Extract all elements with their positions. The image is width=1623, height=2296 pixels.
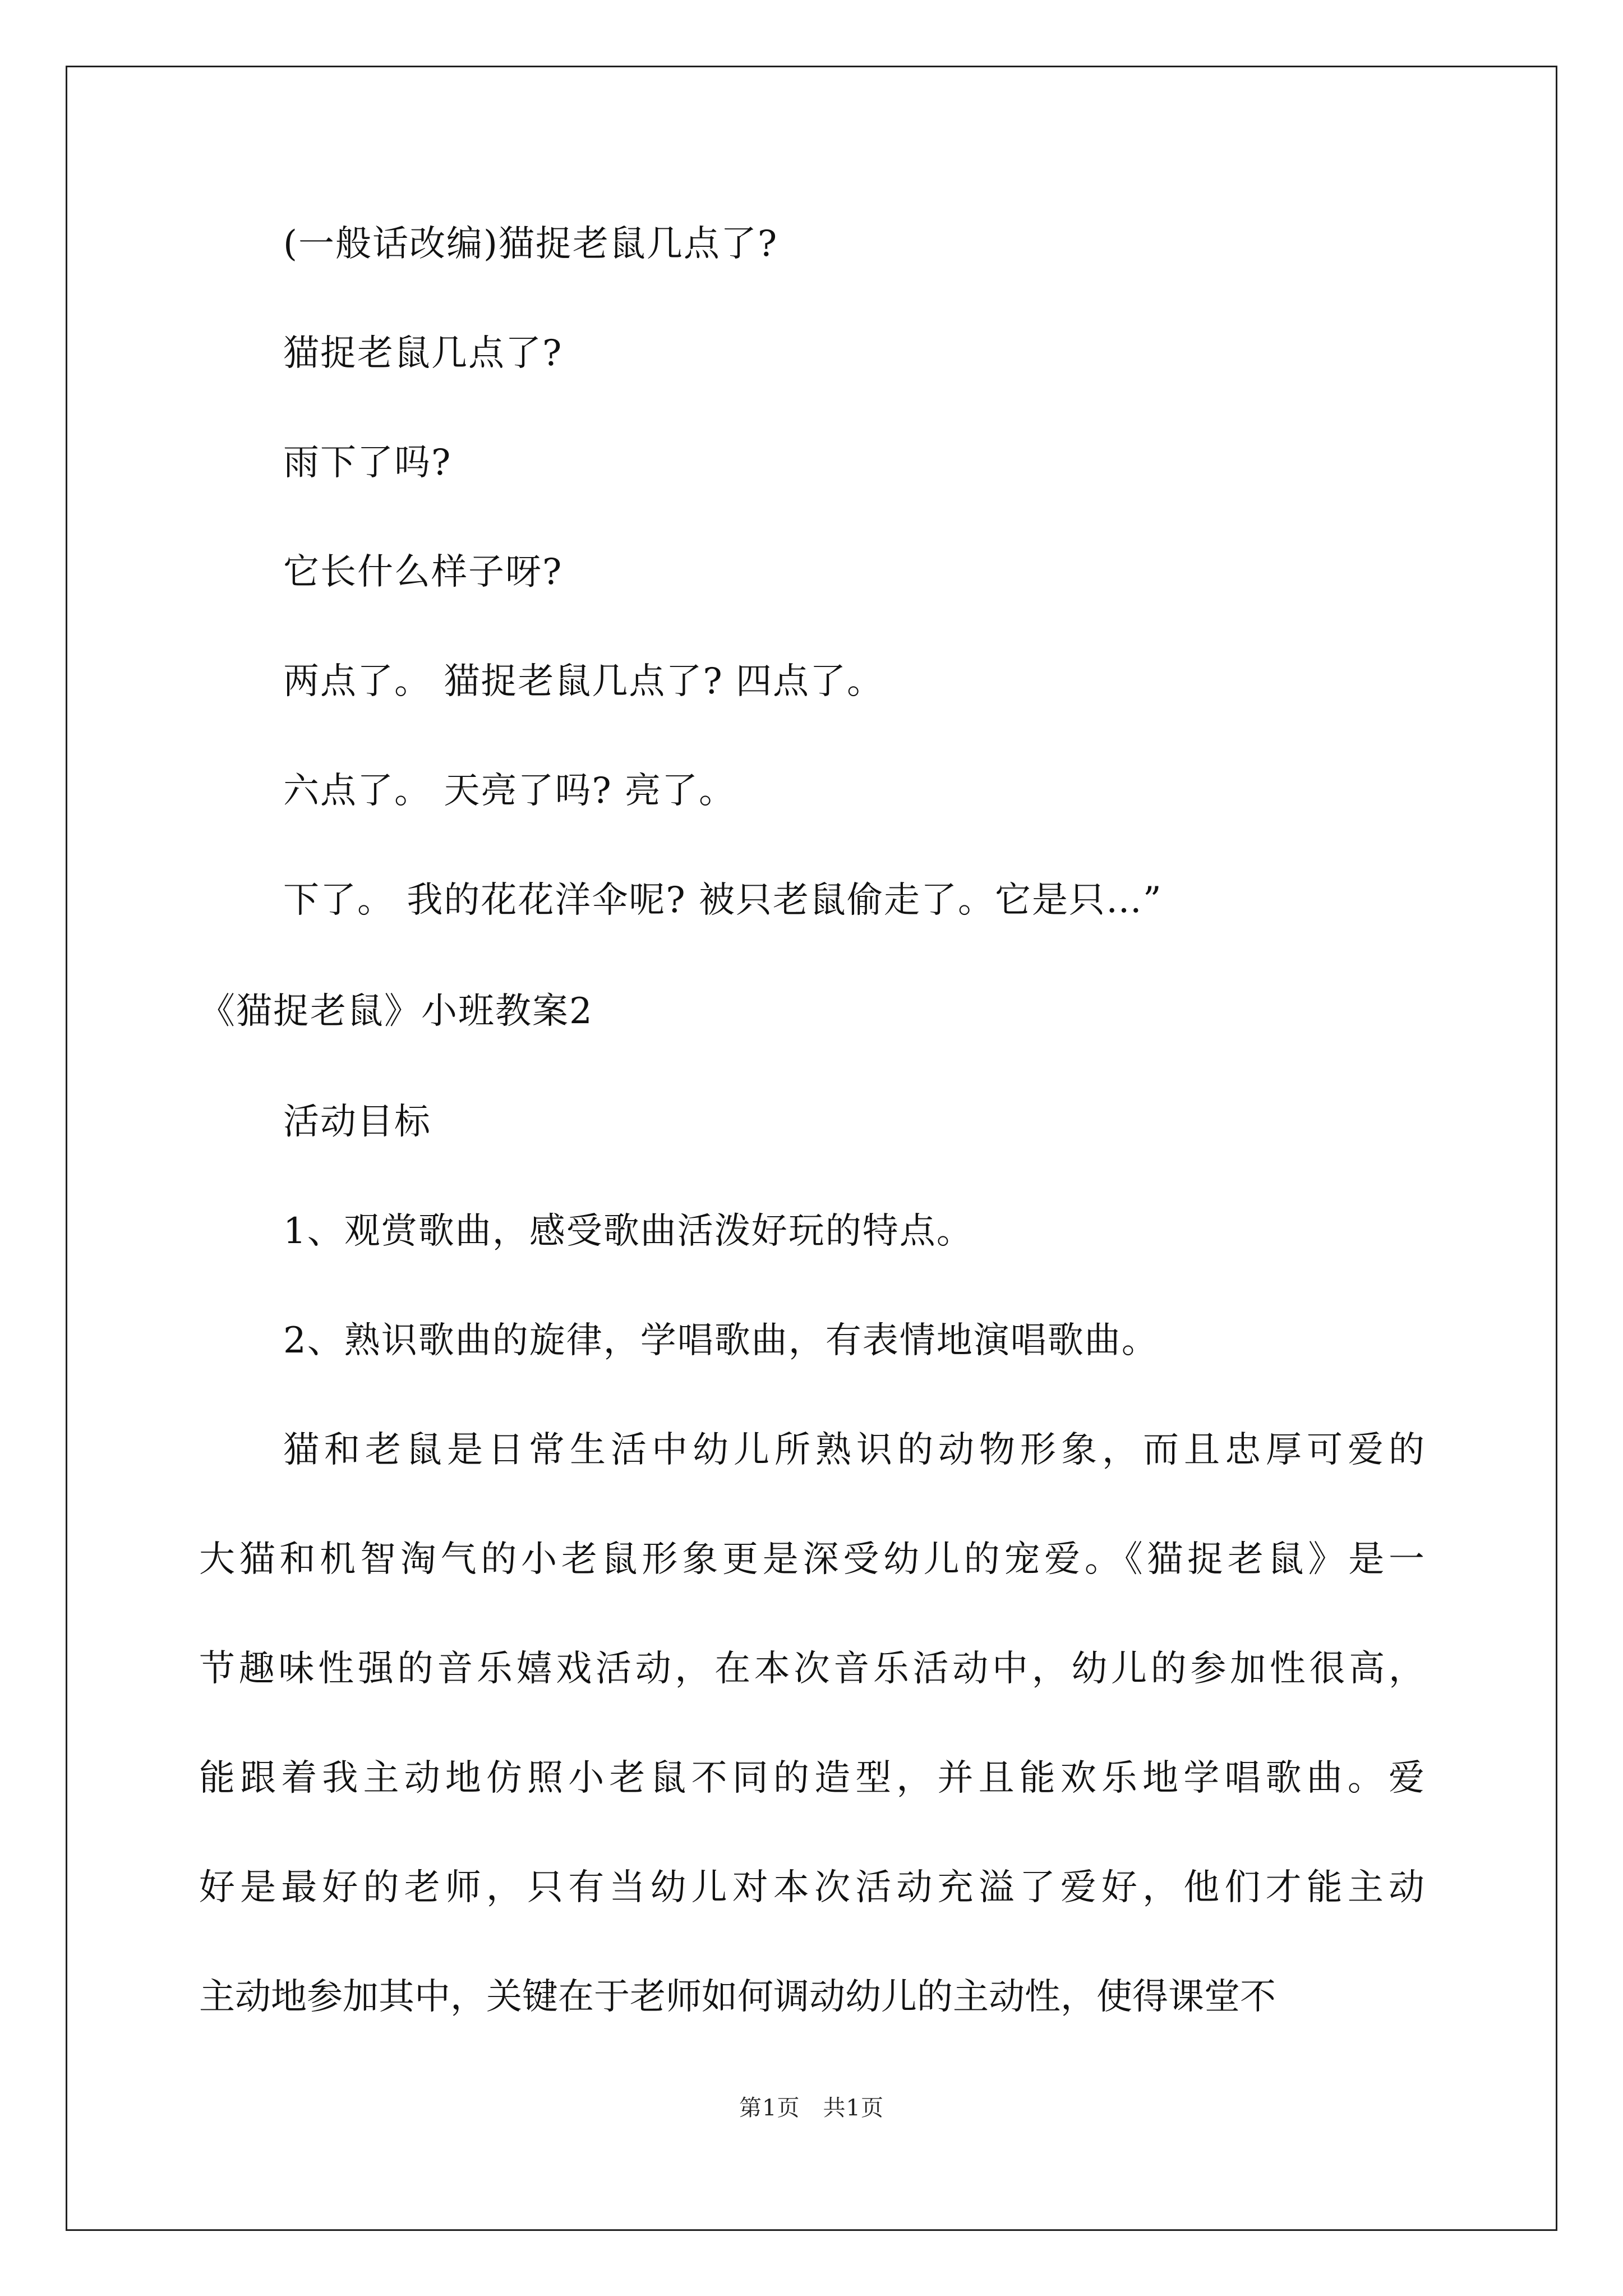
text-line-5: 两点了。 猫捉老鼠几点了? 四点了。 [283, 661, 884, 702]
text-line-3: 雨下了吗? [283, 442, 452, 484]
paragraph-line-5: 好是最好的老师，只有当幼儿对本次活动充溢了爱好，他们才能主动 [199, 1867, 1424, 1908]
goals-heading: 活动目标 [283, 1101, 431, 1143]
text-line-6: 六点了。 天亮了吗? 亮了。 [283, 770, 736, 812]
text-line-2: 猫捉老鼠几点了? [283, 333, 563, 374]
text-line-7: 下了。 我的花花洋伞呢? 被只老鼠偷走了。它是只…” [283, 880, 1163, 921]
goal-item-2: 2、熟识歌曲的旋律，学唱歌曲，有表情地演唱歌曲。 [283, 1320, 1159, 1361]
paragraph-line-6: 主动地参加其中，关键在于老师如何调动幼儿的主动性，使得课堂不 [199, 1976, 1276, 2018]
page-footer: 第1页 共1页 [739, 2095, 884, 2121]
section-title: 《猫捉老鼠》小班教案2 [199, 991, 593, 1032]
text-line-4: 它长什么样子呀? [283, 551, 563, 593]
paragraph-line-1: 猫和老鼠是日常生活中幼儿所熟识的动物形象，而且忠厚可爱的 [283, 1429, 1424, 1471]
paragraph-line-4: 能跟着我主动地仿照小老鼠不同的造型，并且能欢乐地学唱歌曲。爱 [199, 1757, 1424, 1799]
paragraph-line-3: 节趣味性强的音乐嬉戏活动，在本次音乐活动中，幼儿的参加性很高， [199, 1648, 1424, 1690]
goal-item-1: 1、观赏歌曲，感受歌曲活泼好玩的特点。 [283, 1211, 974, 1252]
text-line-1: (一般话改编)猫捉老鼠几点了? [283, 223, 778, 265]
paragraph-line-2: 大猫和机智淘气的小老鼠形象更是深受幼儿的宠爱。《猫捉老鼠》是一 [199, 1539, 1424, 1580]
